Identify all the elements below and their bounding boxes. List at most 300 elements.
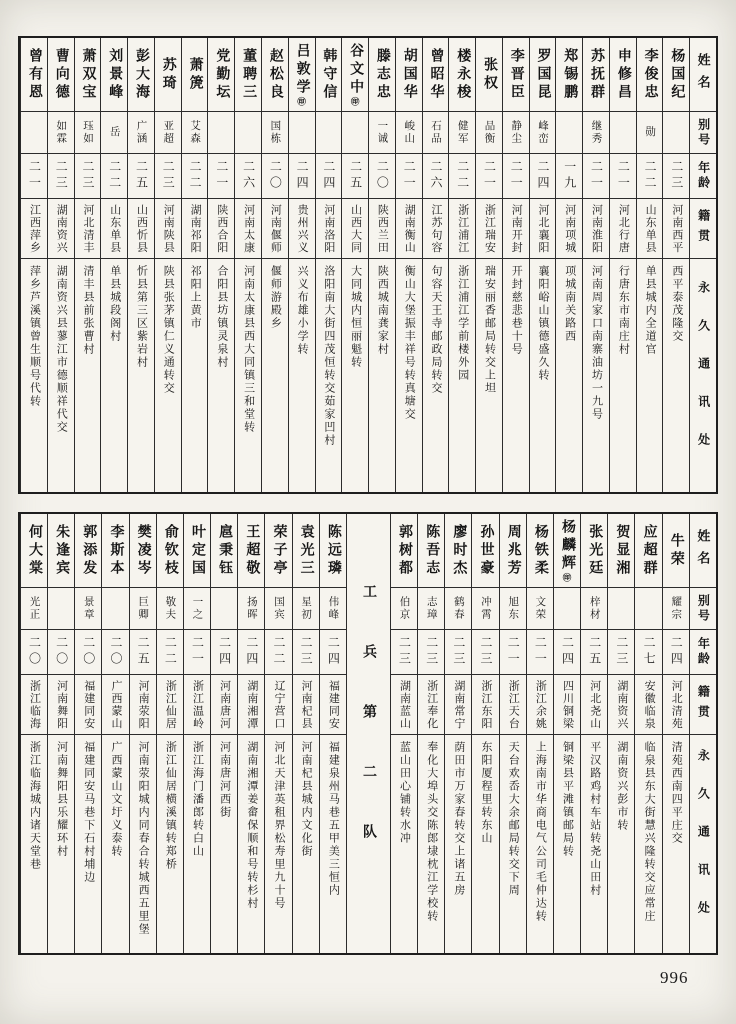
- age-cell-text: 二二: [455, 160, 470, 192]
- name-cell: [289, 38, 315, 112]
- alias-cell: [663, 588, 689, 630]
- entry-column: [634, 514, 661, 953]
- entry-column: [127, 38, 154, 492]
- roster-table-top: [18, 36, 718, 494]
- name-cell: [342, 38, 368, 112]
- alias-cell: [418, 588, 444, 630]
- age-cell: [423, 154, 449, 199]
- native-place-cell: [581, 675, 607, 735]
- age-cell: [396, 154, 422, 199]
- address-cell-text: 襄阳峪山镇德盛久转: [537, 265, 550, 382]
- alias-cell: [610, 112, 636, 154]
- address-cell-text: 河南周家口南寨油坊一九号: [590, 265, 603, 421]
- native-place-cell-text: 湖南蓝山: [398, 679, 411, 730]
- name-cell: [182, 38, 208, 112]
- native-place-cell-text: 浙江天台: [507, 679, 520, 730]
- alias-cell: [500, 588, 526, 630]
- name-text-wrap: [325, 524, 341, 578]
- entry-column: [319, 514, 346, 953]
- native-place-cell-text: 河南开封: [510, 203, 523, 254]
- name-cell: [581, 514, 607, 588]
- person-name: 萧箎: [187, 56, 203, 93]
- native-place-cell-text: 四川铜梁: [561, 679, 574, 730]
- address-cell-text: 瑞安丽香邮局转交上坦: [483, 265, 496, 395]
- address-cell-text: 兴义布雄小学转: [296, 265, 309, 356]
- address-cell-text: 清丰县前张曹村: [82, 265, 94, 356]
- age-cell: [184, 630, 210, 675]
- address-cell-text: 湖南湘潭姜畲保顺和号转杉村: [245, 741, 258, 910]
- native-place-cell: [75, 199, 101, 259]
- entry-column: [264, 514, 291, 953]
- address-cell: [102, 735, 128, 953]
- age-cell: [583, 154, 609, 199]
- age-cell-text: 二七: [642, 636, 657, 668]
- address-cell: [128, 259, 154, 492]
- name-text-wrap: [454, 48, 470, 102]
- address-cell-text: 临泉县东大街慧兴隆转交应常庄: [643, 741, 656, 923]
- name-cell: [75, 514, 101, 588]
- person-name: 郭添发: [81, 523, 97, 578]
- entry-column: [288, 38, 315, 492]
- name-cell: [635, 514, 661, 588]
- header-alias: [690, 112, 716, 154]
- header-alias-text: 别号: [696, 593, 711, 624]
- native-place-cell: [316, 199, 342, 259]
- native-place-cell-text: 河南西平: [670, 203, 683, 254]
- name-text-wrap: [478, 524, 494, 578]
- entry-column: [237, 514, 264, 953]
- name-cell: [293, 514, 319, 588]
- native-place-cell: [238, 675, 264, 735]
- native-place-cell: [583, 199, 609, 259]
- header-age-text: 年龄: [696, 161, 711, 191]
- age-cell: [503, 154, 529, 199]
- address-cell: [530, 259, 556, 492]
- name-text-wrap: [160, 57, 176, 93]
- person-name: 董聘三: [241, 47, 257, 102]
- address-cell: [208, 259, 234, 492]
- native-place-cell-text: 广西蒙山: [109, 679, 122, 730]
- entry-column: [609, 38, 636, 492]
- address-cell: [610, 259, 636, 492]
- address-cell-text: 河南荥阳城内同春合转城西五里堡: [137, 741, 150, 936]
- name-cell: [527, 514, 553, 588]
- person-name: 滕志忠: [374, 47, 390, 102]
- native-place-cell: [320, 675, 346, 735]
- name-text-wrap: [53, 48, 69, 102]
- alias-cell: [130, 588, 156, 630]
- person-name: 张光廷: [587, 523, 603, 578]
- native-place-cell: [445, 675, 471, 735]
- age-cell-text: 二五: [136, 636, 151, 668]
- header-address-text: 永久通讯处: [696, 280, 711, 471]
- entry-column: [47, 38, 74, 492]
- name-cell: [157, 514, 183, 588]
- native-place-cell-text: 河南陕县: [162, 203, 175, 254]
- alias-cell: [503, 112, 529, 154]
- native-place-cell: [503, 199, 529, 259]
- entry-column: [74, 38, 101, 492]
- address-cell-text: 大同城内恒丽魁转: [349, 265, 362, 369]
- name-cell: [530, 38, 556, 112]
- age-cell-text: 二一: [190, 636, 205, 668]
- native-place-cell: [423, 199, 449, 259]
- native-place-cell: [635, 675, 661, 735]
- entry-column: [292, 514, 319, 953]
- native-place-cell: [208, 199, 234, 259]
- age-cell: [581, 630, 607, 675]
- person-name: 樊凌岑: [135, 523, 151, 578]
- person-name: 叶定国: [189, 523, 205, 578]
- person-name: 吕敦学: [294, 43, 310, 98]
- alias-cell: [238, 588, 264, 630]
- entry-column: [422, 38, 449, 492]
- native-place-cell-text: 河南偃师: [269, 203, 282, 254]
- native-place-cell-text: 山东单县: [644, 203, 657, 254]
- address-cell-text: 陕县张茅镇仁义通转交: [162, 265, 175, 395]
- native-place-cell-text: 河北清丰: [82, 203, 94, 254]
- alias-cell-text: 耀宗: [670, 596, 682, 621]
- name-text-wrap: [535, 48, 551, 102]
- age-cell-text: 二四: [326, 636, 341, 668]
- alias-cell-text: 鹤春: [452, 596, 464, 621]
- entry-column: [417, 514, 444, 953]
- age-cell: [635, 630, 661, 675]
- age-cell: [637, 154, 663, 199]
- native-place-cell-text: 浙江温岭: [191, 679, 204, 730]
- alias-cell: [449, 112, 475, 154]
- name-text-wrap: [271, 524, 287, 578]
- age-cell-text: 二一: [616, 160, 631, 192]
- age-cell-text: 二一: [214, 160, 229, 192]
- native-place-cell-text: 福建同安: [327, 679, 340, 730]
- name-cell: [238, 514, 264, 588]
- name-text-wrap: [401, 48, 417, 102]
- native-place-cell-text: 浙江奉化: [425, 679, 438, 730]
- name-cell: [610, 38, 636, 112]
- person-name: 陈吾志: [424, 523, 440, 578]
- native-place-cell: [418, 675, 444, 735]
- age-cell: [342, 154, 368, 199]
- address-cell: [184, 735, 210, 953]
- native-place-cell: [293, 675, 319, 735]
- name-cell: [208, 38, 234, 112]
- name-cell: [556, 38, 582, 112]
- roster-table-bottom: [18, 512, 718, 955]
- name-text-wrap: [294, 43, 310, 106]
- address-cell-text: 上海南市华商电气公司毛仲达转: [534, 741, 547, 923]
- header-address-text: 永久通讯处: [696, 749, 711, 939]
- name-cell: [102, 514, 128, 588]
- name-cell: [48, 514, 74, 588]
- entry-column: [471, 514, 498, 953]
- alias-cell-text: 艾森: [189, 120, 201, 145]
- person-name: 罗国昆: [535, 47, 551, 102]
- native-place-cell-text: 浙江东阳: [480, 679, 493, 730]
- address-cell-text: 河南舞阳县乐耀环村: [55, 741, 68, 858]
- alias-cell-text: 广涵: [135, 120, 147, 145]
- alias-cell-text: 志璋: [425, 596, 437, 621]
- age-cell-text: 二四: [536, 160, 551, 192]
- age-cell: [530, 154, 556, 199]
- person-name: 李俊忠: [642, 47, 658, 102]
- native-place-cell: [75, 675, 101, 735]
- entry-column: [210, 514, 237, 953]
- age-cell: [663, 630, 689, 675]
- name-text-wrap: [642, 48, 658, 102]
- native-place-cell: [155, 199, 181, 259]
- alias-cell-text: 一诚: [376, 120, 388, 145]
- person-name: 谷文中: [348, 43, 364, 98]
- entry-column: [502, 38, 529, 492]
- native-place-cell: [663, 675, 689, 735]
- native-place-cell: [530, 199, 556, 259]
- alias-cell: [316, 112, 342, 154]
- age-cell: [238, 630, 264, 675]
- alias-cell: [342, 112, 368, 154]
- entry-column: [444, 514, 471, 953]
- age-cell-text: 二六: [241, 160, 256, 192]
- native-place-cell-text: 陕西兰田: [376, 203, 389, 254]
- address-cell: [101, 259, 127, 492]
- age-cell: [527, 630, 553, 675]
- native-place-cell-text: 河南舞阳: [55, 679, 68, 730]
- native-place-cell: [262, 199, 288, 259]
- person-name: 苏抚群: [589, 47, 605, 102]
- alias-cell: [476, 112, 502, 154]
- address-cell: [449, 259, 475, 492]
- age-cell: [262, 154, 288, 199]
- native-place-cell-text: 浙江余姚: [534, 679, 547, 730]
- address-cell: [369, 259, 395, 492]
- native-place-cell-text: 山西忻县: [135, 203, 148, 254]
- address-cell: [48, 259, 74, 492]
- native-place-cell-text: 福建同安: [82, 679, 95, 730]
- address-cell-text: 荫田市万家春转交上诸五房: [452, 741, 465, 897]
- address-cell-text: 河南杞县城内文化街: [300, 741, 313, 858]
- address-cell: [635, 735, 661, 953]
- name-text-wrap: [187, 57, 203, 93]
- age-cell-text: 二三: [299, 636, 314, 668]
- alias-cell-text: 巨卿: [137, 596, 149, 621]
- address-cell-text: 萍乡芦溪镇曾生顺号代转: [28, 265, 41, 408]
- native-place-cell: [182, 199, 208, 259]
- header-age: [690, 154, 716, 199]
- name-cell: [101, 38, 127, 112]
- alias-cell-text: 冲霄: [480, 596, 492, 621]
- address-cell-text: 天台欢岙大余邮局转交下周: [507, 741, 520, 897]
- alias-cell: [635, 588, 661, 630]
- age-cell-text: 二六: [428, 160, 443, 192]
- name-text-wrap: [80, 48, 96, 102]
- person-name: 扈秉钰: [217, 523, 233, 578]
- age-cell: [476, 154, 502, 199]
- native-place-cell: [21, 199, 47, 259]
- entry-column: [499, 514, 526, 953]
- age-cell: [21, 630, 47, 675]
- address-cell-text: 福建泉州马巷五甲美三恒内: [327, 741, 340, 897]
- alias-cell: [556, 112, 582, 154]
- age-cell-text: 二四: [321, 160, 336, 192]
- person-name: 孙世豪: [478, 523, 494, 578]
- age-cell: [663, 154, 689, 199]
- name-cell: [211, 514, 237, 588]
- address-cell: [472, 735, 498, 953]
- age-cell: [610, 154, 636, 199]
- name-text-wrap: [80, 524, 96, 578]
- entry-column: [207, 38, 234, 492]
- person-name: 郑锡鹏: [562, 47, 578, 102]
- name-cell: [21, 514, 47, 588]
- person-name: 郭树都: [397, 523, 413, 578]
- age-cell: [608, 630, 634, 675]
- age-cell-text: 二一: [509, 160, 524, 192]
- entry-column: [580, 514, 607, 953]
- name-text-wrap: [213, 48, 229, 102]
- address-cell-text: 清苑西南四平庄交: [670, 741, 683, 845]
- age-cell: [75, 154, 101, 199]
- alias-cell-text: 石品: [429, 120, 441, 145]
- native-place-cell-text: 浙江仙居: [164, 679, 177, 730]
- native-place-cell: [637, 199, 663, 259]
- address-cell-text: 单县城段阁村: [108, 265, 121, 343]
- header-alias-text: 别号: [696, 117, 711, 148]
- name-cell: [500, 514, 526, 588]
- age-cell: [128, 154, 154, 199]
- name-cell: [265, 514, 291, 588]
- address-cell: [211, 735, 237, 953]
- name-text-wrap: [53, 524, 69, 578]
- name-text-wrap: [26, 524, 42, 578]
- native-place-cell: [556, 199, 582, 259]
- name-cell: [262, 38, 288, 112]
- native-place-cell-text: 浙江瑞安: [483, 203, 496, 254]
- age-cell: [102, 630, 128, 675]
- name-cell: [130, 514, 156, 588]
- entry-column: [156, 514, 183, 953]
- age-cell-text: 二二: [643, 160, 658, 192]
- native-place-cell: [369, 199, 395, 259]
- native-place-cell-text: 湖南湘潭: [245, 679, 258, 730]
- entry-column: [553, 514, 580, 953]
- address-cell: [445, 735, 471, 953]
- name-cell: [608, 514, 634, 588]
- address-cell: [391, 735, 417, 953]
- header-native-place-text: 籍贯: [696, 208, 711, 249]
- address-cell: [130, 735, 156, 953]
- age-cell-text: 二三: [614, 636, 629, 668]
- native-place-cell-text: 河南荥阳: [137, 679, 150, 730]
- address-cell: [48, 735, 74, 953]
- age-cell-text: 二一: [533, 636, 548, 668]
- native-place-cell-text: 河南洛阳: [322, 203, 335, 254]
- address-cell-text: 福建同安马巷下石村埔边: [82, 741, 95, 884]
- name-cell: [320, 514, 346, 588]
- age-cell-text: 二五: [134, 160, 149, 192]
- alias-cell: [157, 588, 183, 630]
- alias-cell: [289, 112, 315, 154]
- age-cell-text: 二二: [163, 636, 178, 668]
- alias-cell-text: 如霖: [55, 120, 67, 145]
- entry-column: [261, 38, 288, 492]
- name-text-wrap: [240, 48, 256, 102]
- name-text-wrap: [532, 524, 548, 578]
- native-place-cell-text: 山东单县: [108, 203, 121, 254]
- person-name: 周兆芳: [505, 523, 521, 578]
- alias-cell: [48, 112, 74, 154]
- native-place-cell-text: 安徽临泉: [643, 679, 656, 730]
- address-cell-text: 洛阳南大街四茂恒转交茹家凹村: [322, 265, 335, 447]
- alias-cell-text: 梓材: [588, 596, 600, 621]
- address-cell-text: 湖南资兴彭市转: [615, 741, 628, 832]
- native-place-cell-text: 陕西合阳: [215, 203, 228, 254]
- age-cell-text: 二四: [217, 636, 232, 668]
- address-cell-text: 忻县第三区紫岩村: [135, 265, 148, 369]
- native-place-cell-text: 河南太康: [242, 203, 255, 254]
- name-text-wrap: [668, 48, 684, 102]
- alias-cell: [211, 588, 237, 630]
- alias-cell-text: 光正: [28, 596, 40, 621]
- alias-cell: [293, 588, 319, 630]
- address-cell: [503, 259, 529, 492]
- age-cell: [48, 630, 74, 675]
- address-cell: [583, 259, 609, 492]
- entry-column: [101, 514, 128, 953]
- person-name: 张权: [481, 56, 497, 93]
- alias-cell: [391, 588, 417, 630]
- address-cell: [75, 259, 101, 492]
- name-cell: [554, 514, 580, 588]
- name-text-wrap: [162, 524, 178, 578]
- address-cell: [316, 259, 342, 492]
- header-age-text: 年龄: [696, 637, 711, 667]
- address-cell: [75, 735, 101, 953]
- name-text-wrap: [298, 524, 314, 578]
- entry-column: [129, 514, 156, 953]
- address-cell: [342, 259, 368, 492]
- alias-cell: [262, 112, 288, 154]
- age-cell: [445, 630, 471, 675]
- native-place-cell-text: 湖南祁阳: [189, 203, 202, 254]
- alias-cell: [235, 112, 261, 154]
- person-name: 朱逢宾: [54, 523, 70, 578]
- age-cell-text: 二四: [295, 160, 310, 192]
- entry-column: [582, 38, 609, 492]
- native-place-cell-text: 河南杞县: [300, 679, 313, 730]
- native-place-cell: [472, 675, 498, 735]
- unit-divider-column: [346, 514, 390, 953]
- native-place-cell-text: 浙江浦江: [456, 203, 469, 254]
- age-cell-text: 二三: [81, 160, 95, 192]
- native-place-cell: [449, 199, 475, 259]
- alias-cell: [155, 112, 181, 154]
- native-place-cell: [128, 199, 154, 259]
- header-age: [690, 630, 716, 675]
- age-cell-text: 二四: [669, 636, 684, 668]
- person-name: 贺显湘: [614, 523, 630, 578]
- address-cell-text: 祁阳上黄市: [189, 265, 202, 330]
- entry-column: [100, 38, 127, 492]
- person-name: 李晋臣: [508, 47, 524, 102]
- address-cell-text: 平汉路鸡村车站转尧山田村: [588, 741, 601, 897]
- name-text-wrap: [189, 524, 205, 578]
- alias-cell: [320, 588, 346, 630]
- alias-cell: [101, 112, 127, 154]
- entry-column: [154, 38, 181, 492]
- address-cell-text: 河南唐河西街: [218, 741, 231, 819]
- address-cell: [418, 735, 444, 953]
- age-cell-text: 二四: [560, 636, 575, 668]
